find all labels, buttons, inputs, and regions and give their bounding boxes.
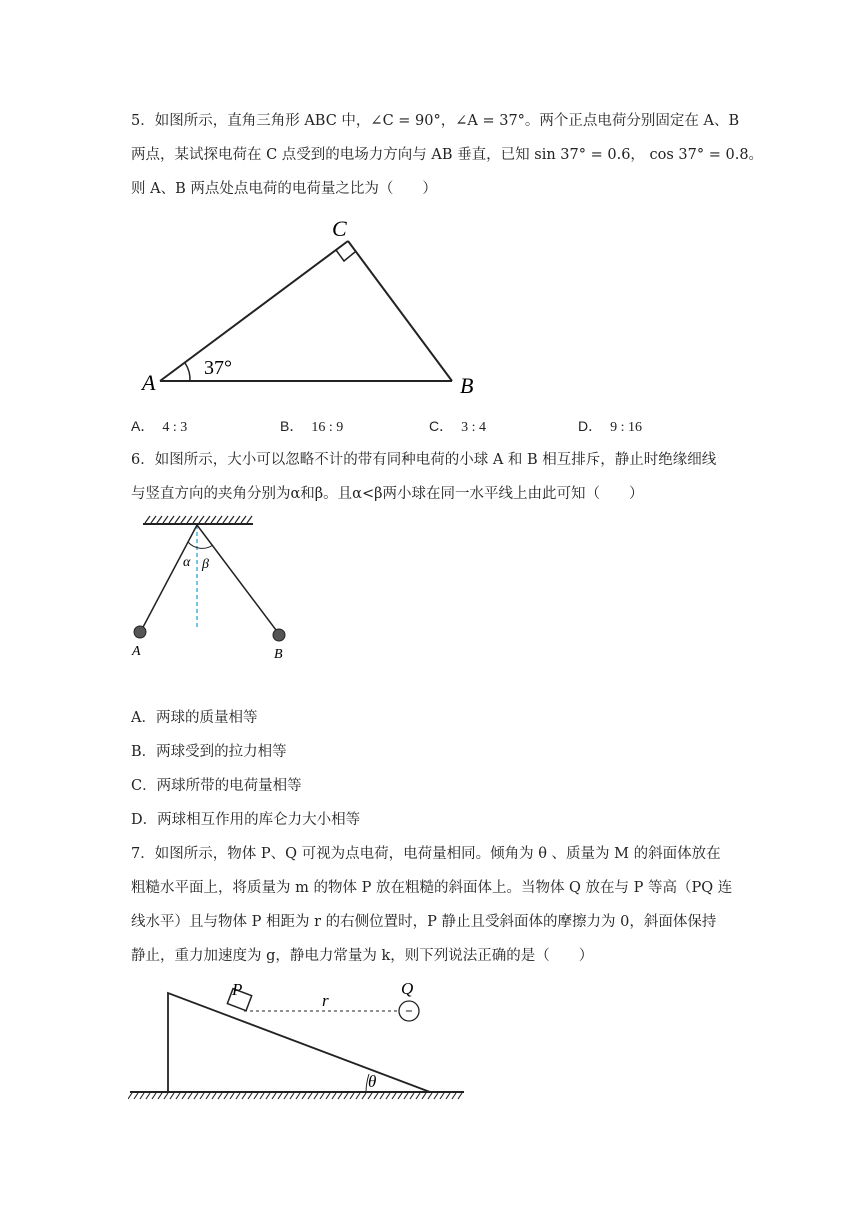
q6-option-a[interactable]: A．两球的质量相等 <box>131 710 258 726</box>
q5-option-c-letter: C． <box>429 418 454 434</box>
q6-option-c[interactable]: C．两球所带的电荷量相等 <box>131 778 302 794</box>
q6-label-a: A <box>132 644 141 659</box>
q7-line-1: 7．如图所示，物体 P、Q 可视为点电荷，电荷量相同。倾角为 θ 、质量为 M 的斜面体放在 <box>131 846 721 862</box>
q6-line-1: 6．如图所示，大小可以忽略不计的带有同种电荷的小球 A 和 B 相互排斥，静止时绝缘细线 <box>131 452 717 468</box>
q5-angle-arc <box>185 363 190 381</box>
q5-option-c[interactable] <box>429 416 486 436</box>
q6-angle-arc <box>188 542 213 548</box>
q6-ball-a <box>134 626 146 638</box>
q6-option-d[interactable]: D．两球相互作用的库仑力大小相等 <box>131 812 361 828</box>
q5-label-c: C <box>332 216 347 241</box>
q6-ceiling-hatch <box>145 516 252 523</box>
q6-thread-b <box>197 525 279 634</box>
q5-label-b: B <box>460 373 474 398</box>
q7-label-theta: θ <box>368 1072 377 1091</box>
q7-line-4: 静止，重力加速度为 g，静电力常量为 k，则下列说法正确的是（ ） <box>131 948 594 964</box>
q5-right-angle-mark <box>336 250 355 261</box>
q6-option-b[interactable]: B．两球受到的拉力相等 <box>131 744 287 760</box>
q5-option-b-letter: B． <box>280 418 304 434</box>
q5-angle-label: 37° <box>204 357 232 379</box>
q5-option-a[interactable] <box>131 416 187 436</box>
q5-line-1: 5．如图所示，直角三角形 ABC 中，∠C = 90°，∠A = 37°。两个正点电荷分别固定在 A、B <box>131 113 740 129</box>
q5-option-c-value: 3 : 4 <box>461 420 487 435</box>
q7-incline-body <box>168 993 430 1092</box>
q6-beta-label: β <box>202 557 209 572</box>
q5-line-2: 两点，某试探电荷在 C 点受到的电场力方向与 AB 垂直，已知 sin 37° = 0.6， cos 37° = 0.8。 <box>131 147 764 163</box>
q5-line-3: 则 A、B 两点处点电荷的电荷量之比为（ ） <box>131 181 437 197</box>
q6-label-b: B <box>274 647 283 662</box>
q6-thread-a <box>141 525 197 631</box>
q5-side-bc <box>348 241 452 381</box>
q7-label-p: P <box>232 980 243 999</box>
q5-side-ac <box>160 241 348 381</box>
q7-line-3: 线水平）且与物体 P 相距为 r 的右侧位置时，P 静止且受斜面体的摩擦力为 0，斜面体保持 <box>131 914 717 930</box>
q6-line-2: 与竖直方向的夹角分别为α和β。且α<β两小球在同一水平线上由此可知（ ） <box>131 486 644 502</box>
q5-option-d[interactable] <box>578 416 642 436</box>
q5-option-d-letter: D． <box>578 418 603 434</box>
q6-alpha-label: α <box>183 555 191 570</box>
q5-option-b-value: 16 : 9 <box>311 420 344 435</box>
q5-option-a-letter: A． <box>131 418 155 434</box>
q7-ground-hatch <box>128 1093 462 1099</box>
q7-line-2: 粗糙水平面上，将质量为 m 的物体 P 放在粗糙的斜面体上。当物体 Q 放在与 P 等高（PQ 连 <box>131 880 733 896</box>
q5-triangle-figure <box>130 210 490 400</box>
q5-option-b[interactable] <box>280 416 343 436</box>
q5-option-a-value: 4 : 3 <box>162 420 188 435</box>
q7-label-q: Q <box>401 979 414 998</box>
q5-option-d-value: 9 : 16 <box>610 420 643 435</box>
q6-ball-b <box>273 629 285 641</box>
q5-label-a: A <box>142 370 156 395</box>
q7-incline-figure <box>128 975 468 1105</box>
q7-label-r: r <box>322 991 329 1010</box>
q6-pendulum-figure <box>130 512 300 662</box>
